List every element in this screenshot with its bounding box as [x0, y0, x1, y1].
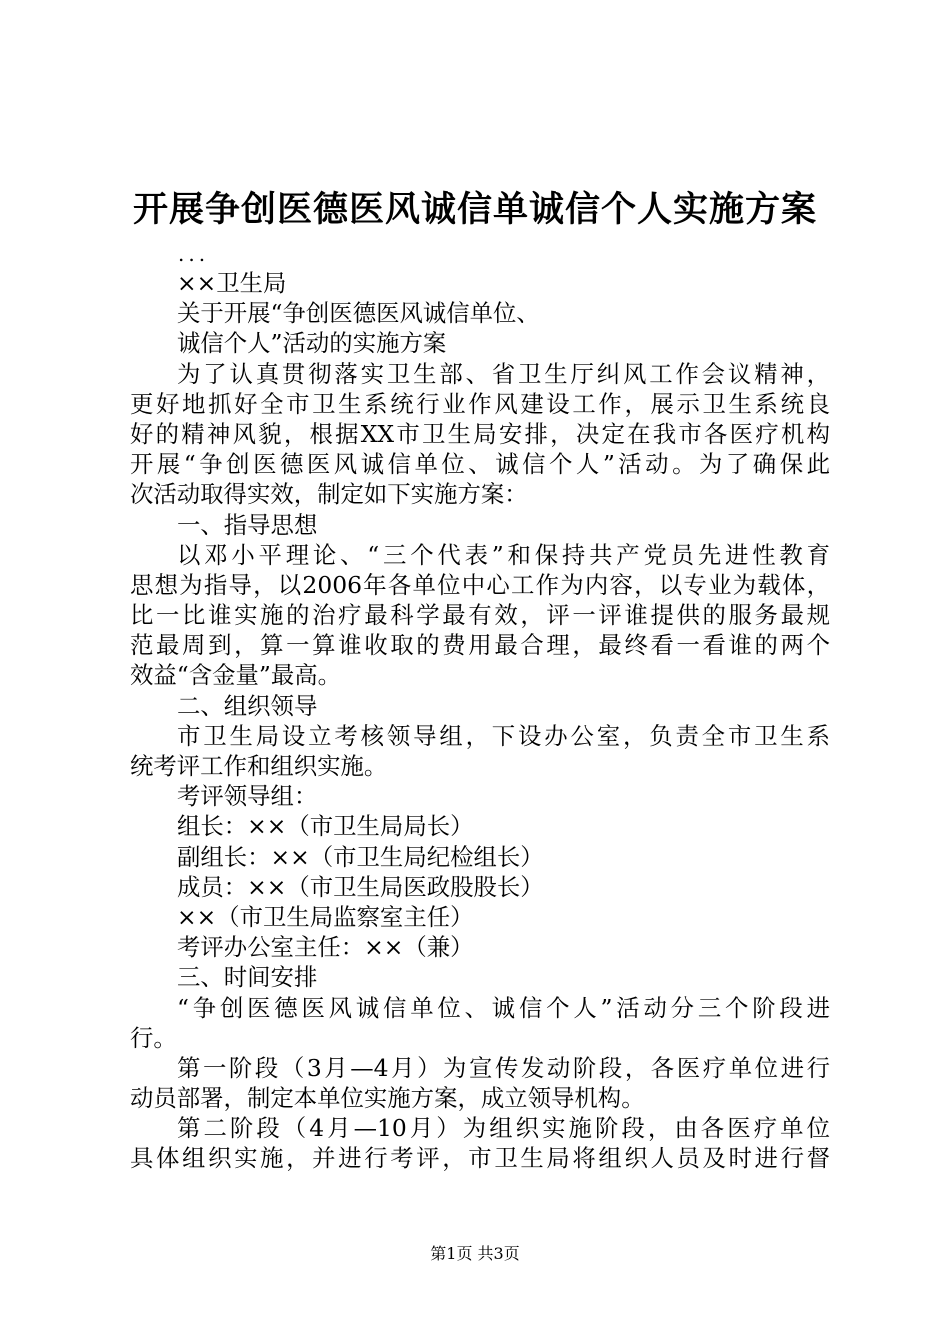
body-line: 组长：××（市卫生局局长） [177, 812, 474, 841]
body-line: 比一比谁实施的治疗最科学最有效，评一评谁提供的服务最规 [130, 601, 830, 630]
body-line: 统考评工作和组织实施。 [130, 752, 388, 780]
body-line: 考评领导组： [177, 782, 318, 811]
body-line: 以邓小平理论、“三个代表”和保持共产党员先进性教育 [177, 540, 830, 569]
body-line: 行。 [130, 1023, 177, 1052]
body-line: 范最周到，算一算谁收取的费用最合理，最终看一看谁的两个 [130, 631, 830, 660]
body-line: “争创医德医风诚信单位、诚信个人”活动分三个阶段进 [177, 993, 830, 1022]
body-line: 开展“争创医德医风诚信单位、诚信个人”活动。为了确保此 [130, 450, 830, 479]
body-line: 关于开展“争创医德医风诚信单位、 [177, 299, 540, 328]
body-line: 第一阶段（3月—4月）为宣传发动阶段，各医疗单位进行 [177, 1053, 830, 1082]
body-line: 诚信个人”活动的实施方案 [177, 329, 447, 358]
document-title: 开展争创医德医风诚信单诚信个人实施方案 [132, 189, 817, 230]
body-line: 动员部署，制定本单位实施方案，成立领导机构。 [130, 1084, 645, 1113]
body-line: 副组长：××（市卫生局纪检组长） [177, 842, 544, 871]
document-body [130, 268, 830, 1174]
ellipsis-mark: ... [178, 242, 210, 266]
body-line: 为了认真贯彻落实卫生部、省卫生厅纠风工作会议精神， [177, 359, 830, 388]
body-line: 二、组织领导 [177, 691, 318, 720]
body-line: 一、指导思想 [177, 510, 318, 539]
body-line: 成员：××（市卫生局医政股股长） [177, 872, 544, 901]
body-line: ××卫生局 [177, 269, 287, 297]
body-line: 更好地抓好全市卫生系统行业作风建设工作，展示卫生系统良 [130, 389, 830, 418]
body-line: 具体组织实施，并进行考评，市卫生局将组织人员及时进行督 [130, 1144, 830, 1173]
body-line: 考评办公室主任：××（兼） [177, 933, 474, 962]
body-line: 次活动取得实效，制定如下实施方案： [130, 480, 528, 509]
body-line: 市卫生局设立考核领导组，下设办公室，负责全市卫生系 [177, 721, 830, 750]
body-line: 效益“含金量”最高。 [130, 661, 342, 690]
body-line: ××（市卫生局监察室主任） [177, 902, 474, 931]
body-line: 好的精神风貌，根据XX市卫生局安排，决定在我市各医疗机构 [130, 419, 830, 448]
body-line: 三、时间安排 [177, 963, 318, 992]
page-footer: 第1页 共3页 [430, 1244, 520, 1263]
body-line: 第二阶段（4月—10月）为组织实施阶段，由各医疗单位 [177, 1114, 830, 1143]
body-line: 思想为指导，以2006年各单位中心工作为内容，以专业为载体， [130, 570, 830, 599]
